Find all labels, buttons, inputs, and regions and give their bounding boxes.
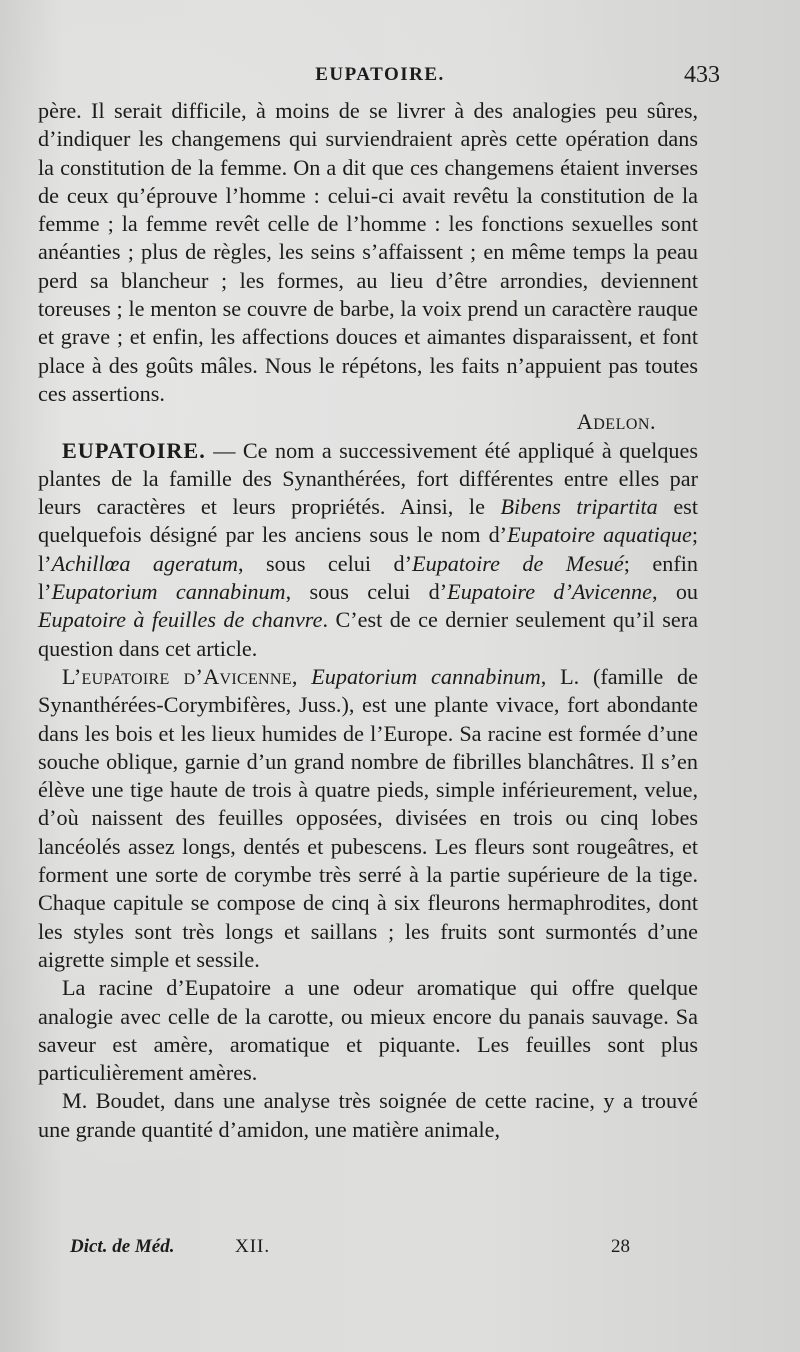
text-segment: , (291, 663, 312, 689)
italic-term: Eupatoire aquatique (507, 522, 692, 548)
text-segment: . C’est de ce dernier seulement qu’il sera question dans cet article. (38, 607, 698, 661)
running-head: EUPATOIRE. (315, 64, 445, 85)
author-signature: Adelon. (576, 409, 656, 435)
italic-term: Eupatorium cannabinum (51, 579, 286, 605)
text-segment: est quelquefois désigné par les anciens sous le nom d’ (38, 494, 698, 548)
continued-paragraph (38, 97, 698, 408)
signature-mark: 28 (611, 1236, 630, 1257)
italic-term: Eupatoire d’Avicenne (447, 579, 652, 605)
entry-title: EUPATOIRE. (62, 437, 206, 463)
footer-volume: XII. (235, 1236, 271, 1257)
italic-term: Eupatoire à feuilles de chanvre (38, 607, 323, 633)
text-segment: — Ce nom a successivement été appliqué à quelques plantes de la famille des Synanthérées, fort différentes entre elles par leurs caractères et leurs propriétés. Ainsi, le (38, 437, 698, 520)
italic-term: Eupatorium cannabinum (311, 663, 541, 689)
italic-term: Achillœa ageratum (51, 550, 238, 576)
page-footer (70, 1236, 630, 1266)
page-body (38, 97, 698, 1144)
text-segment: , sous celui d’ (237, 550, 413, 576)
entry-paragraph-3: La racine d’Eupatoire a une odeur aromatique qui offre quelque analogie avec celle de la carotte, ou mieux encore du panais sauvage. Sa saveur est amère, aromatique et piquante. Les feuilles sont plus particulièrement amères. (38, 975, 698, 1086)
text-segment: , sous celui d’ (285, 579, 448, 605)
page-header (40, 64, 720, 100)
entry-paragraph-4: M. Boudet, dans une analyse très soignée de cette racine, y a trouvé une grande quantité d’amidon, une matière animale, (38, 1088, 698, 1142)
italic-term: Bibens tripartita (500, 494, 658, 520)
text-segment: , L. (famille de Synanthérées-Corymbifères, Juss.), est une plante vivace, fort abondante dans les bois et les lieux humides de l’Europe. Sa racine est formée d’une souche oblique, garnie d’un grand nombre de fibrilles blanchâtres. Il s’en élève une tige haute de trois à quatre pieds, simple inférieurement, velue, d’où naissent des feuilles opposées, divisées en trois ou cinq lobes lancéolés assez longs, dentés et pubescens. Les fleurs sont rougeâtres, et forment une sorte de corymbe très serré à la partie supérieure de la tige. Chaque capitule se compose de cinq à six fleurons hermaphrodites, dont les styles sont très longs et saillans ; les fruits sont surmontés d’une aigrette simple et sessile. (38, 663, 698, 972)
page-number: 433 (684, 62, 720, 88)
text-segment: ; l’ (38, 522, 698, 576)
continued-paragraph-text: père. Il serait difficile, à moins de se livrer à des analogies peu sûres, d’indiquer les changemens qui surviendraient après cette opération dans la constitution de la femme. On a dit que ces changemens étaient inverses de ceux qu’éprouve l’homme : celui-ci avait revêtu la constitution de la femme ; la femme revêt celle de l’homme : les fonctions sexuelles sont anéanties ; plus de règles, les seins s’affaissent ; en même temps la peau perd sa blancheur ; les formes, au lieu d’être arrondies, deviennent toreuses ; le menton se couvre de barbe, la voix prend un caractère rauque et grave ; et enfin, les affections douces et aimantes disparaissent, et font place à des goûts mâles. Nous le répétons, les faits n’appuient pas toutes ces assertions. (38, 98, 698, 406)
footer-title: Dict. de Méd. (70, 1236, 175, 1257)
entry-paragraph-2 (38, 663, 698, 974)
entry-paragraph-1 (38, 437, 698, 663)
text-segment: , ou (651, 579, 699, 605)
text-segment: ; enfin l’ (38, 550, 698, 605)
italic-term: Eupatoire de Mesué (412, 550, 624, 576)
smallcaps-term: L’eupatoire d’Avicenne (62, 663, 292, 689)
